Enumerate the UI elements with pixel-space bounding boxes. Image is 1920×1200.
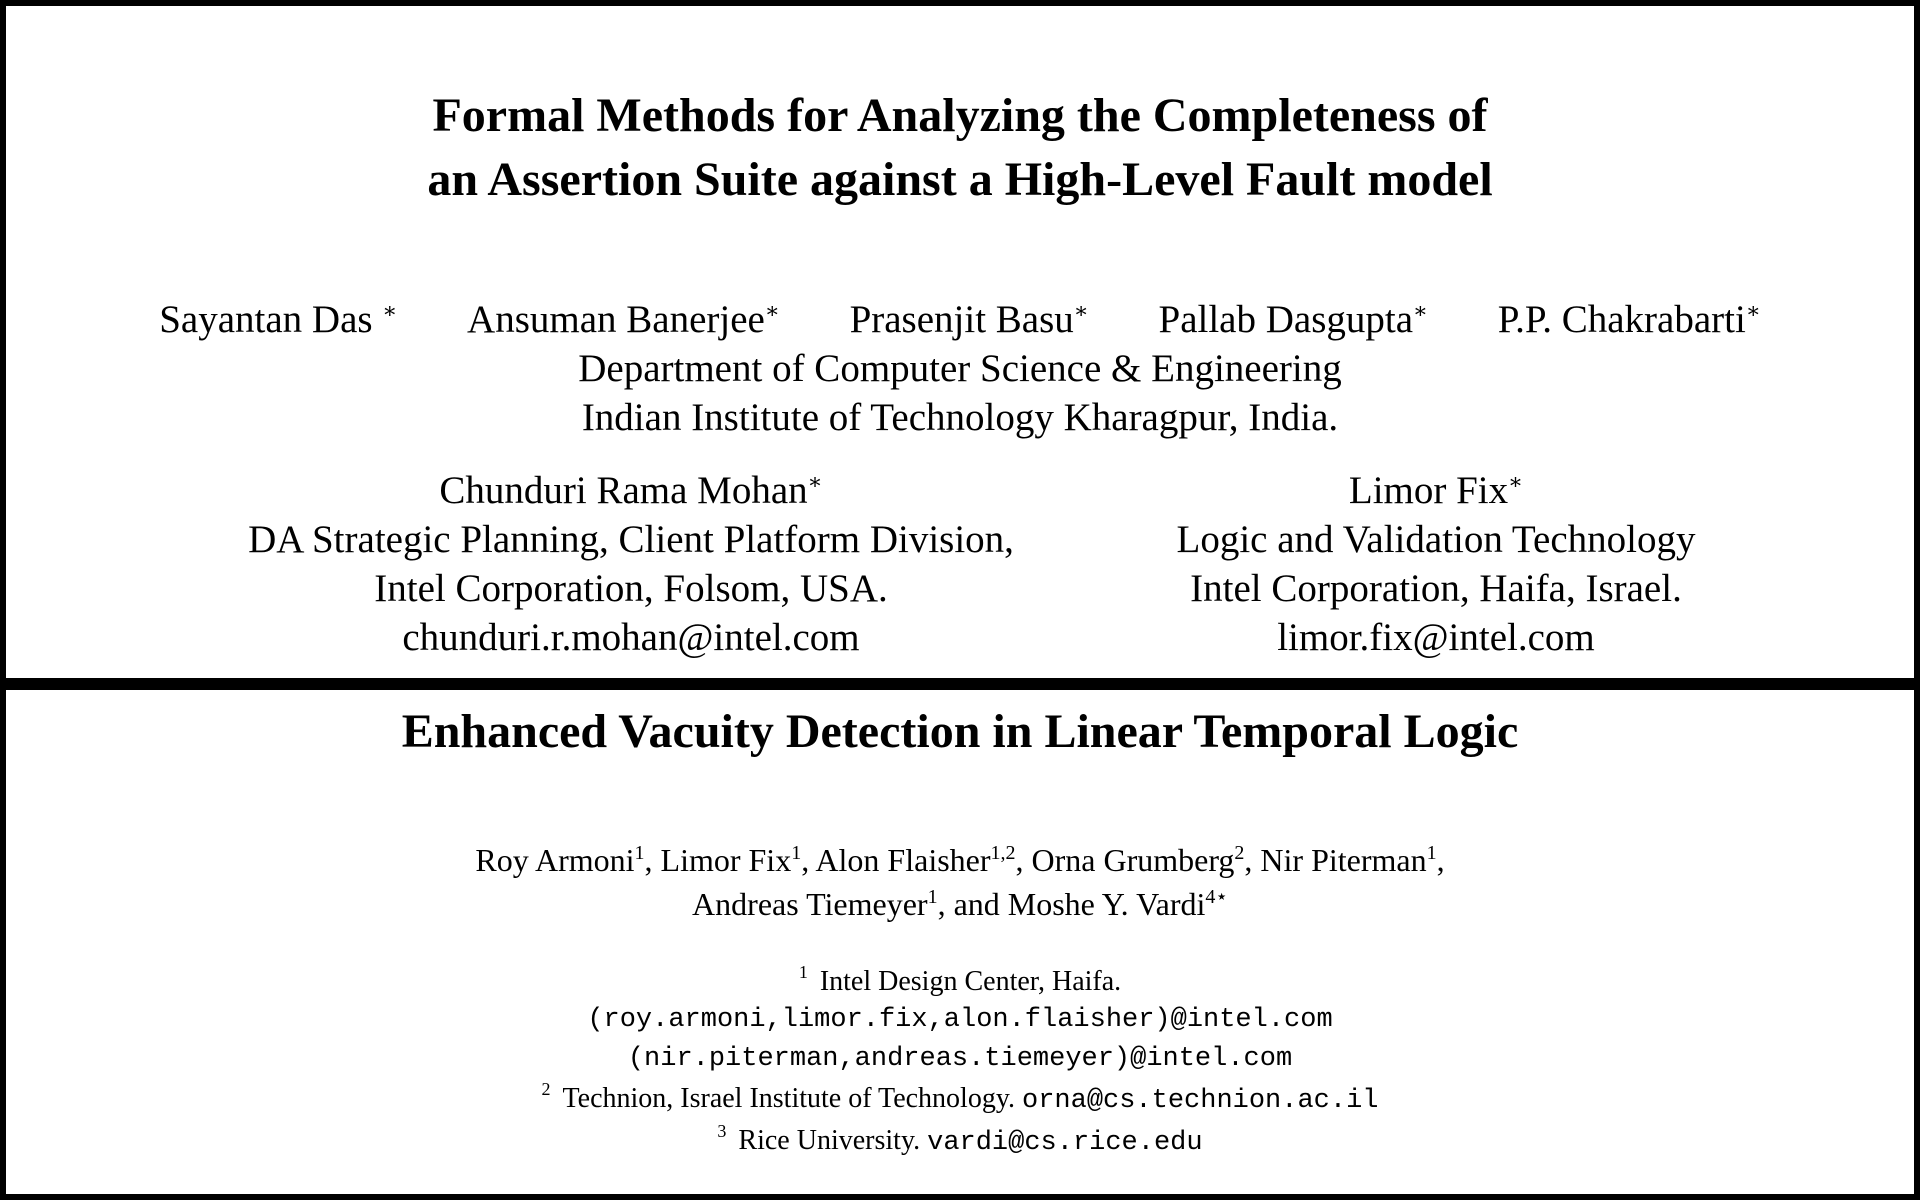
author-ansuman-banerjee	[467, 296, 780, 344]
affiliation-institute: Indian Institute of Technology Kharagpur, India.	[581, 396, 1339, 439]
affiliation-number: 3	[717, 1121, 727, 1141]
author-affil-mark: 2	[1234, 842, 1245, 864]
paper2-affiliations	[6, 962, 1914, 1163]
author-affil-mark: 1	[634, 842, 645, 864]
author-nir-piterman	[1260, 842, 1444, 878]
author-separator: , and	[937, 886, 1008, 922]
right-author-mark: ∗	[1508, 469, 1524, 494]
affiliation-text: Technion, Israel Institute of Technology.	[562, 1083, 1016, 1114]
affiliation-department: Department of Computer Science & Engineering	[578, 347, 1342, 390]
author-name: Roy Armoni	[475, 842, 635, 878]
affiliation-3	[6, 1121, 1914, 1163]
author-pallab-dasgupta	[1159, 296, 1428, 344]
author-pp-chakrabarti	[1498, 296, 1761, 344]
paper1-title-line1: Formal Methods for Analyzing the Completeness of	[432, 89, 1488, 142]
affiliation-email: vardi@cs.rice.edu	[927, 1128, 1203, 1158]
author-name: Alon Flaisher	[815, 842, 991, 878]
paper1-authors	[6, 296, 1914, 344]
right-author-name: Limor Fix	[1348, 469, 1509, 512]
author-name: Orna Grumberg	[1031, 842, 1235, 878]
author-affil-mark: 1,2	[990, 842, 1016, 864]
left-author-name: Chunduri Rama Mohan	[439, 469, 808, 512]
paper1-panel	[6, 6, 1914, 678]
right-author-block	[1086, 466, 1786, 662]
author-mark: ∗	[1745, 298, 1761, 323]
author-andreas-tiemeyer	[692, 886, 1008, 922]
left-author-dept: DA Strategic Planning, Client Platform Division,	[248, 518, 1014, 561]
affiliation-number: 2	[541, 1079, 551, 1099]
author-name: Nir Piterman	[1260, 842, 1427, 878]
author-name: Pallab Dasgupta	[1158, 298, 1414, 341]
author-name: Andreas Tiemeyer	[692, 886, 928, 922]
author-roy-armoni	[475, 842, 660, 878]
author-moshe-vardi	[1008, 886, 1228, 922]
author-separator: ,	[1244, 842, 1261, 878]
affiliation-text: Rice University.	[738, 1125, 921, 1156]
paper2-panel	[6, 690, 1914, 1194]
author-mark: ∗	[764, 298, 780, 323]
paper1-affiliation	[6, 344, 1914, 442]
right-author-name-line	[1086, 466, 1786, 515]
left-author-block	[156, 466, 1106, 662]
author-orna-grumberg	[1032, 842, 1261, 878]
author-affil-mark: 1	[1426, 842, 1437, 864]
affiliation-text: Intel Design Center, Haifa.	[819, 966, 1122, 997]
left-author-mark: ∗	[807, 469, 823, 494]
right-author-org: Intel Corporation, Haifa, Israel.	[1190, 567, 1682, 610]
author-affil-mark: 4⋆	[1205, 886, 1228, 908]
author-mark: ∗	[1413, 298, 1428, 323]
author-mark: ∗	[1073, 298, 1089, 323]
left-author-email: chunduri.r.mohan@intel.com	[402, 616, 860, 659]
author-name: Ansuman Banerjee	[467, 298, 765, 341]
right-author-email: limor.fix@intel.com	[1277, 616, 1595, 659]
author-separator: ,	[801, 842, 816, 878]
author-mark: ∗	[382, 298, 398, 323]
paper1-title-line2: an Assertion Suite against a High-Level Fault model	[427, 153, 1493, 206]
author-separator: ,	[1015, 842, 1032, 878]
right-author-dept: Logic and Validation Technology	[1176, 518, 1696, 561]
affiliation-1-email-line1: (roy.armoni,limor.fix,alon.flaisher)@intel.com	[587, 1005, 1333, 1035]
author-limor-fix	[661, 842, 816, 878]
affiliation-email: orna@cs.technion.ac.il	[1022, 1086, 1379, 1116]
paper2-authors	[6, 838, 1914, 926]
paper2-authors-line1	[6, 838, 1914, 882]
author-name: P.P. Chakrabarti	[1497, 298, 1746, 341]
author-name: Sayantan Das	[159, 298, 373, 341]
affiliation-1	[6, 962, 1914, 1001]
author-separator: ,	[644, 842, 661, 878]
author-separator: ,	[1436, 842, 1445, 878]
left-author-org: Intel Corporation, Folsom, USA.	[374, 567, 888, 610]
author-name: Prasenjit Basu	[849, 298, 1074, 341]
left-author-name-line	[156, 466, 1106, 515]
affiliation-2	[6, 1079, 1914, 1121]
author-affil-mark: 1	[791, 842, 802, 864]
author-sayantan-das	[159, 296, 397, 344]
affiliation-1-email-line2: (nir.piterman,andreas.tiemeyer)@intel.com	[627, 1044, 1293, 1074]
affiliation-number: 1	[798, 962, 808, 982]
author-affil-mark: 1	[927, 886, 938, 908]
author-name: Moshe Y. Vardi	[1007, 886, 1206, 922]
author-name: Limor Fix	[660, 842, 792, 878]
paper2-authors-line2	[6, 882, 1914, 926]
paper1-title	[6, 84, 1914, 212]
author-alon-flaisher	[815, 842, 1031, 878]
author-prasenjit-basu	[850, 296, 1089, 344]
paper2-title: Enhanced Vacuity Detection in Linear Temporal Logic	[401, 705, 1519, 758]
